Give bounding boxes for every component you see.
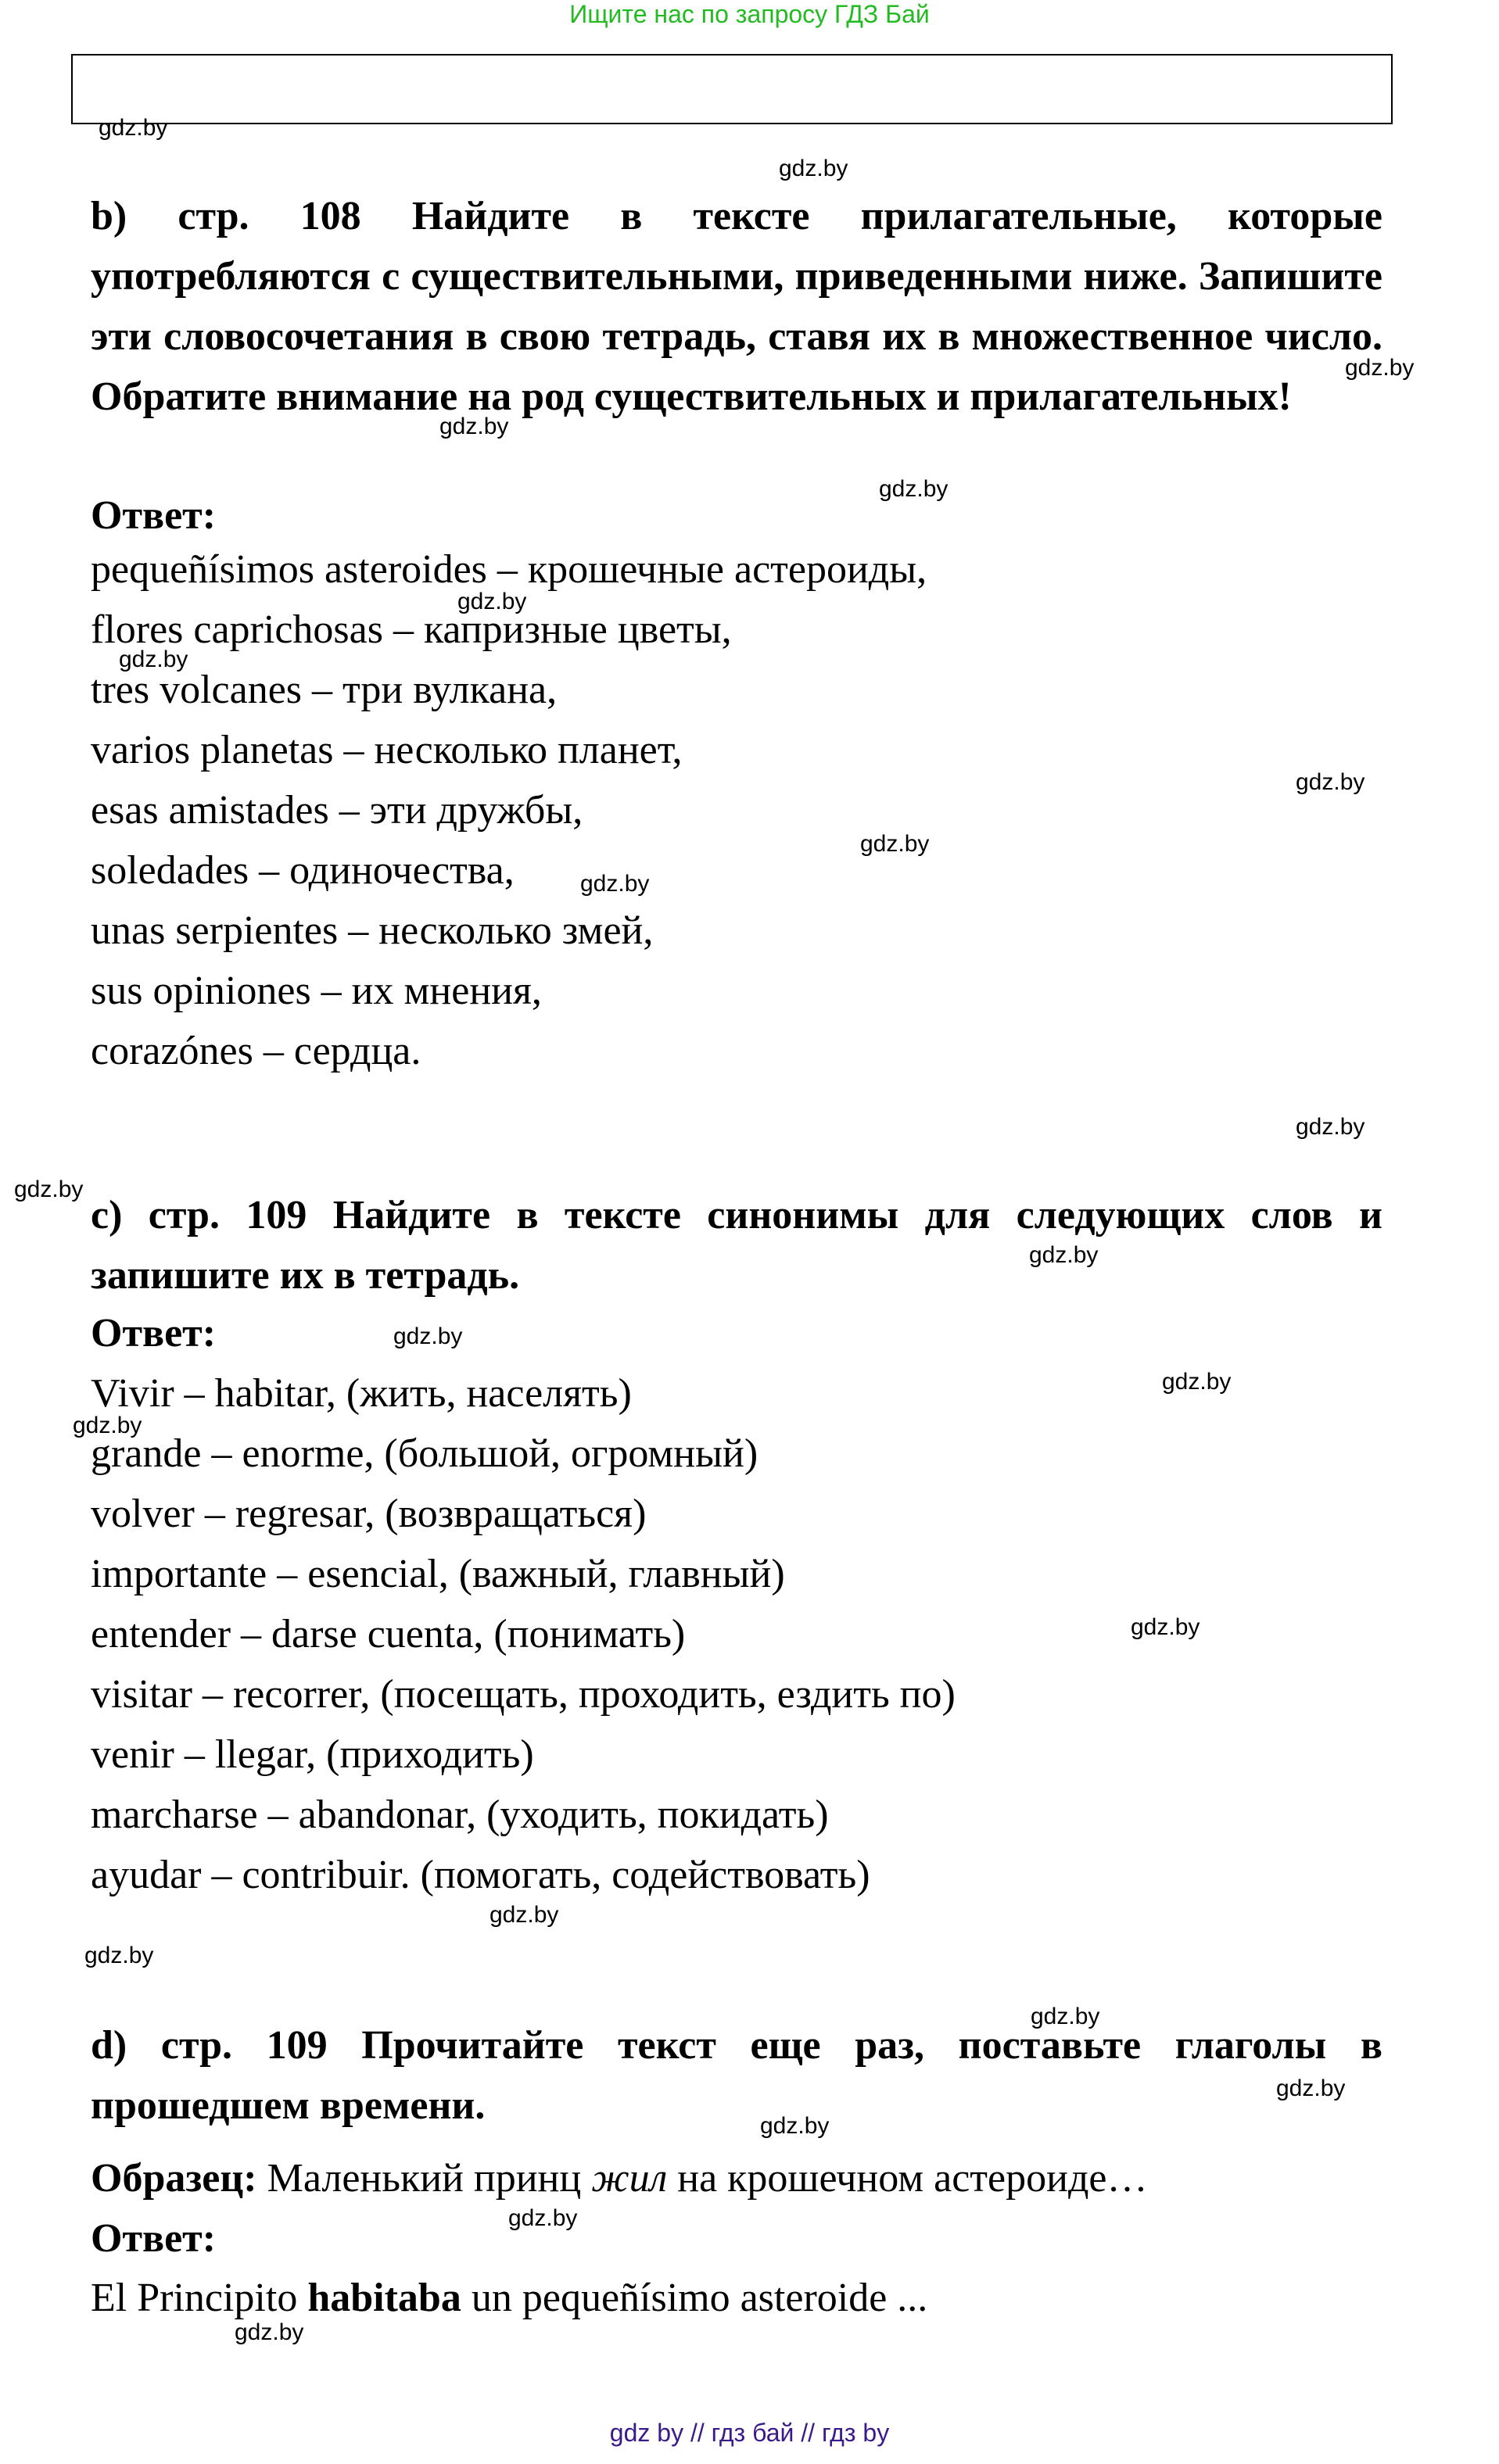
list-item: soledades – одиночества, (91, 848, 515, 893)
watermark: gdz.by (1029, 1242, 1099, 1268)
watermark: gdz.by (84, 1943, 154, 1968)
list-item: sus opiniones – их мнения, (91, 969, 542, 1013)
sample-verb: жил (591, 2156, 668, 2201)
task-b-text: b) стр. 108 Найдите в тексте прилагательные, которые употребляются с существительными, приведенными ниже. Запишите эти словосочетания в свою тетрадь, ставя их в множественное число. Обратите внимание на род существительных и прилагательных! (91, 194, 1382, 419)
list-item: importante – esencial, (важный, главный) (91, 1552, 785, 1596)
list-item: venir – llegar, (приходить) (91, 1732, 534, 1777)
list-item: entender – darse cuenta, (понимать) (91, 1612, 686, 1656)
header-frame (71, 54, 1393, 124)
list-item: visitar – recorrer, (посещать, проходить, ездить по) (91, 1672, 956, 1717)
watermark: gdz.by (1031, 2004, 1100, 2029)
watermark: gdz.by (393, 1323, 463, 1349)
answer-d-label: Ответ: (91, 2216, 217, 2261)
top-search-banner: Ищите нас по запросу ГДЗ Бай (569, 0, 930, 28)
watermark: gdz.by (99, 115, 168, 141)
list-item: unas serpientes – несколько змей, (91, 908, 654, 953)
watermark: gdz.by (457, 589, 527, 614)
answer-b-label: Ответ: (91, 493, 217, 538)
watermark: gdz.by (779, 156, 848, 181)
watermark: gdz.by (235, 2319, 304, 2345)
watermark: gdz.by (760, 2113, 830, 2139)
answer-b-list (91, 539, 930, 1081)
answer-d-line (91, 2273, 927, 2323)
sample-after: на крошечном астероиде… (677, 2156, 1148, 2201)
task-c-text: c) стр. 109 Найдите в тексте синонимы для следующих слов и запишите их в тетрадь. (91, 1193, 1382, 1298)
list-item: varios planetas – несколько планет, (91, 728, 683, 772)
list-item: esas amistades – эти дружбы, (91, 788, 583, 833)
watermark: gdz.by (119, 646, 188, 672)
list-item: flores caprichosas – капризные цветы, (91, 607, 732, 652)
sample-before: Маленький принц (267, 2156, 582, 2201)
watermark: gdz.by (860, 831, 930, 857)
list-item: marcharse – abandonar, (уходить, покидать) (91, 1792, 829, 1837)
watermark: gdz.by (1296, 769, 1365, 795)
list-item: tres volcanes – три вулкана, (91, 668, 558, 712)
list-item: corazónes – сердца. (91, 1029, 421, 1073)
answer-c-list (91, 1363, 956, 1905)
answer-c-label: Ответ: (91, 1311, 217, 1356)
watermark: gdz.by (1296, 1114, 1365, 1140)
list-item: volver – regresar, (возвращаться) (91, 1492, 647, 1536)
watermark: gdz.by (1276, 2075, 1346, 2101)
answer-before: El Principito (91, 2276, 298, 2320)
answer-verb: habitaba (307, 2276, 461, 2320)
watermark: gdz.by (490, 1902, 559, 1928)
task-d-text: d) стр. 109 Прочитайте текст еще раз, поставьте глаголы в прошедшем времени. (91, 2023, 1382, 2128)
watermark: gdz.by (508, 2205, 578, 2231)
watermark: gdz.by (14, 1176, 84, 1202)
answer-after: un pequeñísimo asteroide ... (471, 2276, 928, 2320)
watermark: gdz.by (73, 1413, 142, 1438)
watermark: gdz.by (1162, 1369, 1232, 1395)
footer-links: gdz by // гдз бай // гдз by (609, 2419, 890, 2447)
watermark: gdz.by (1131, 1614, 1200, 1640)
sample-line (91, 2154, 1147, 2204)
list-item: pequeñísimos asteroides – крошечные астероиды, (91, 547, 927, 592)
watermark: gdz.by (879, 476, 949, 502)
watermark: gdz.by (1345, 355, 1415, 381)
list-item: grande – enorme, (большой, огромный) (91, 1431, 758, 1476)
sample-label: Образец: (91, 2156, 257, 2201)
list-item: Vivir – habitar, (жить, населять) (91, 1371, 632, 1416)
list-item: ayudar – contribuir. (помогать, содействовать) (91, 1853, 870, 1897)
watermark: gdz.by (580, 871, 650, 897)
watermark: gdz.by (439, 414, 509, 439)
